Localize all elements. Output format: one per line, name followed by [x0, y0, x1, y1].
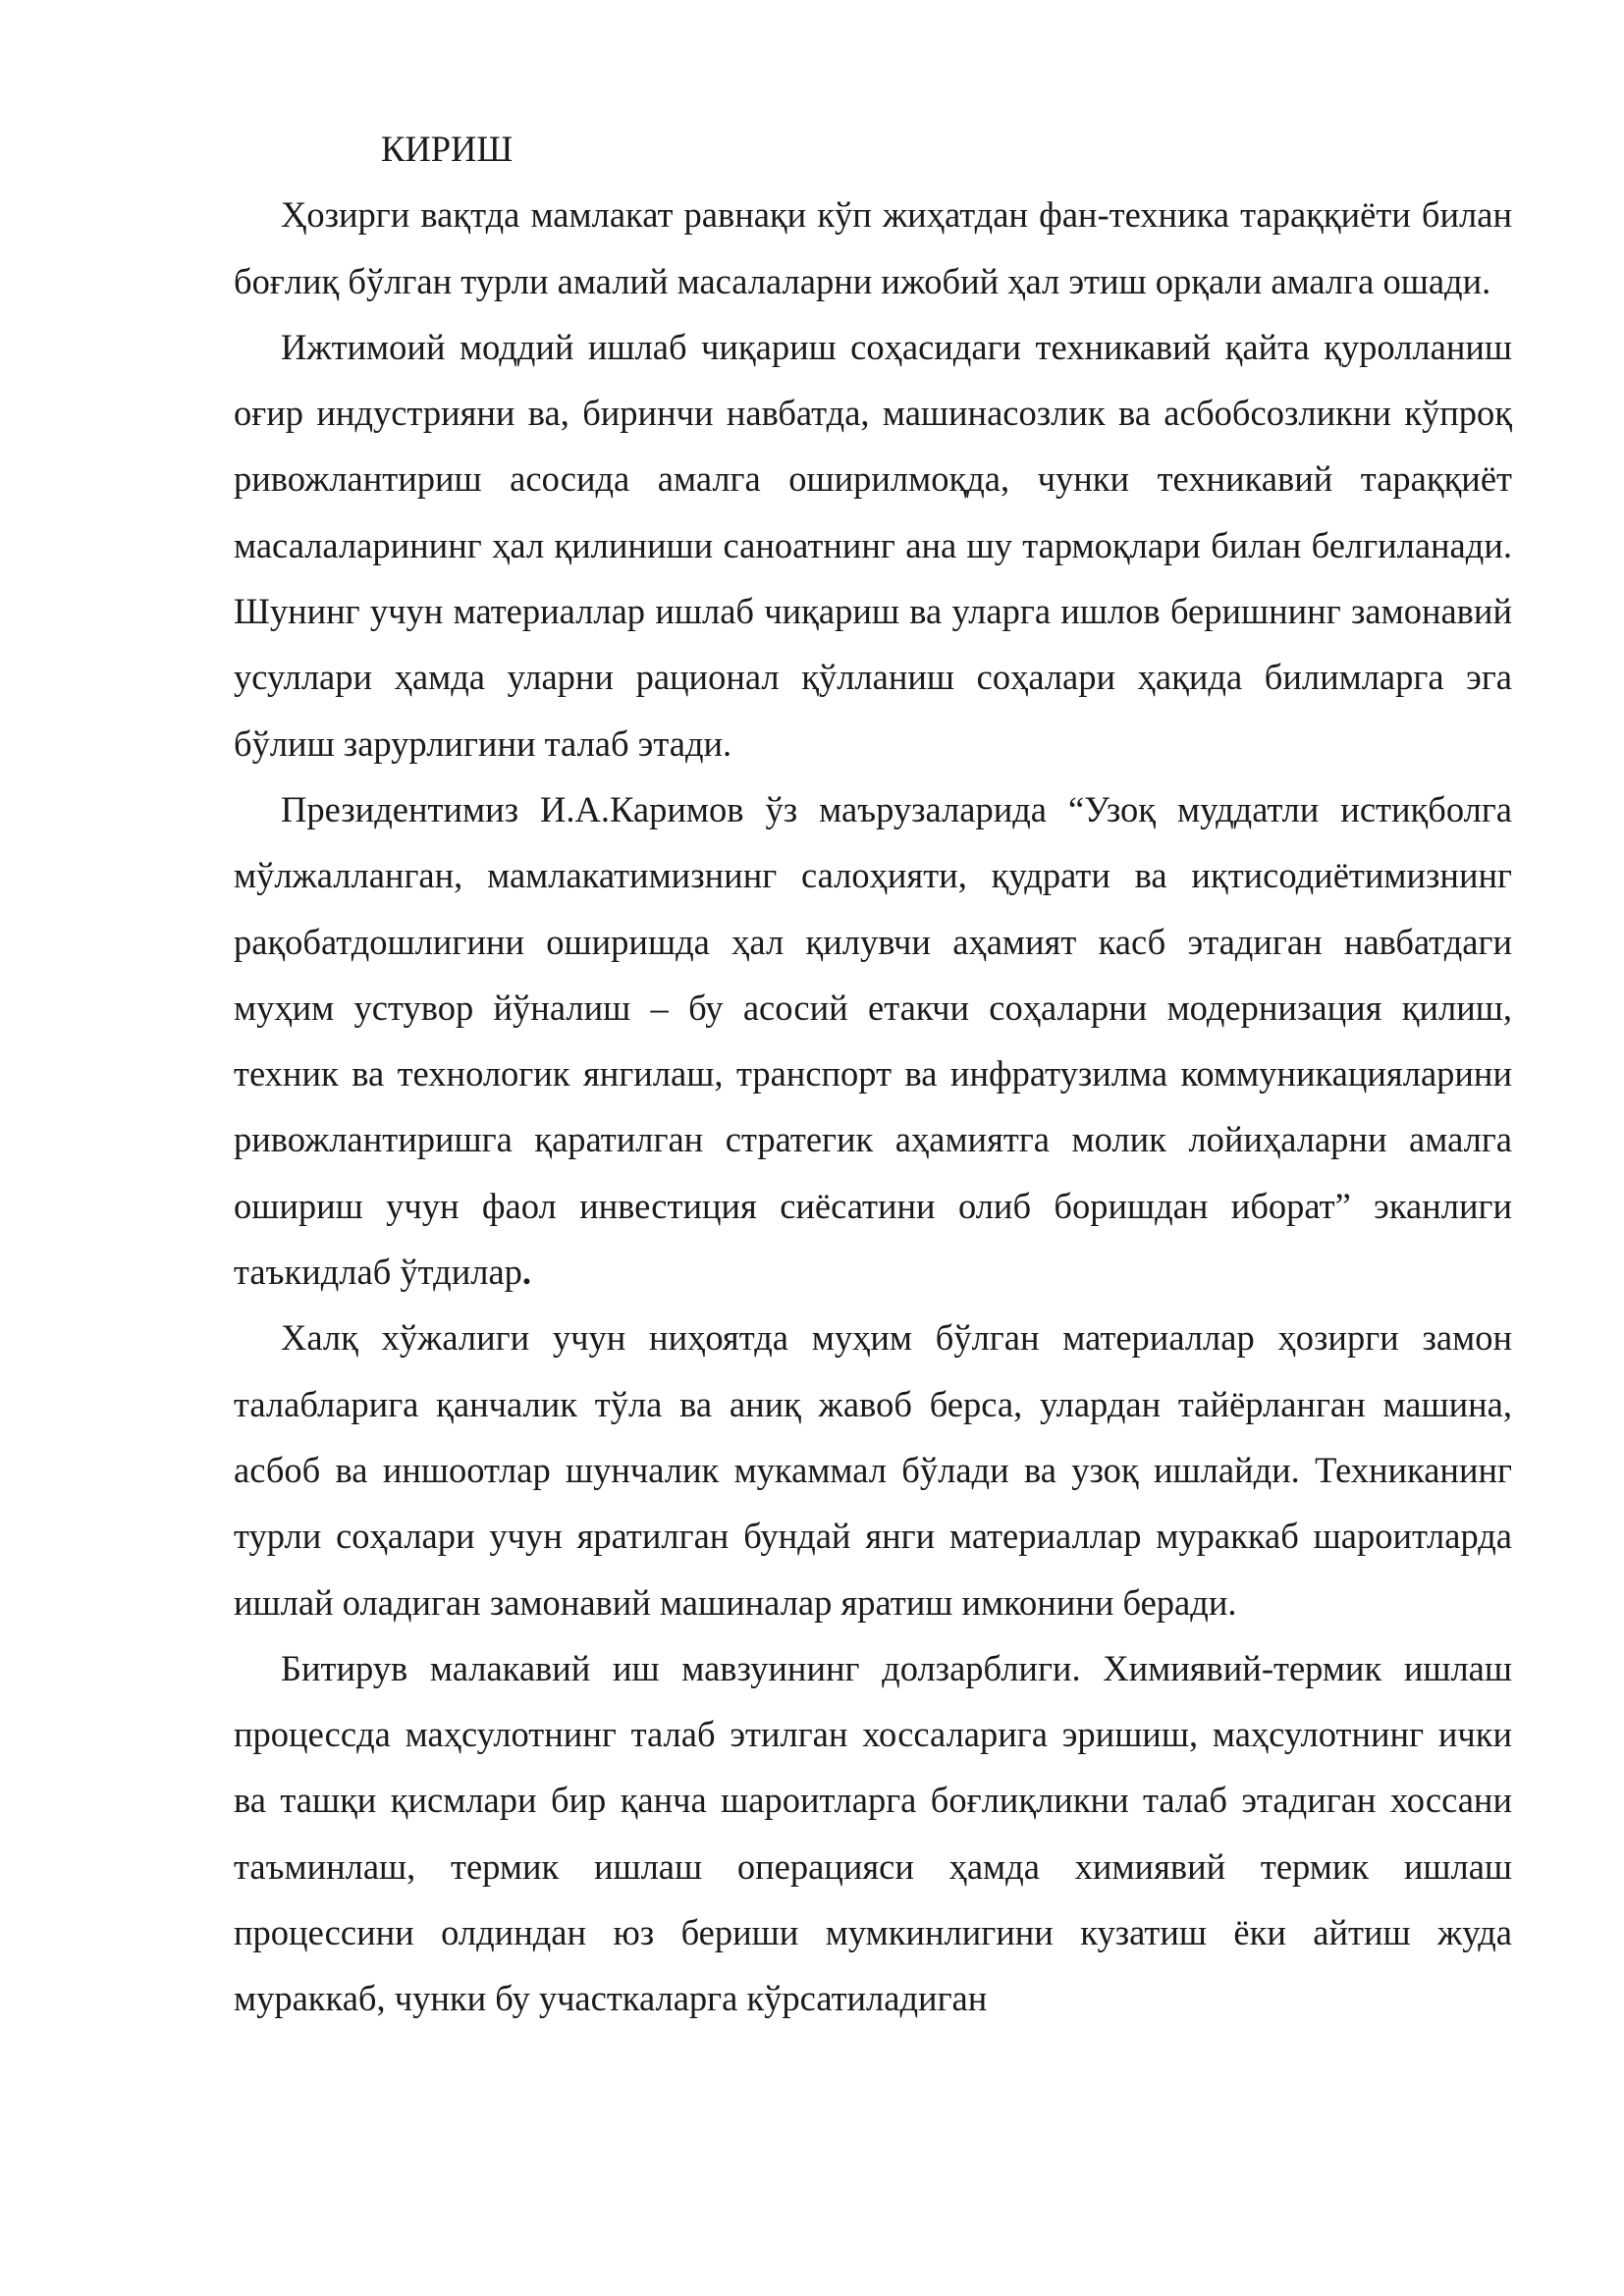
document-body — [234, 116, 1512, 2032]
paragraph-2: Ижтимоий моддий ишлаб чиқариш соҳасидаги техникавий қайта қуролланиш оғир индустрияни ва, биринчи навбатда, машинасозлик ва асбобсозликни кўпроқ ривожлантириш асосида амалга оширилмоқда, чунки техникавий тараққиёт масалаларининг ҳал қилиниши саноатнинг ана шу тармоқлари билан белгиланади. Шунинг учун материаллар ишлаб чиқариш ва уларга ишлов беришнинг замонавий усуллари ҳамда уларни рационал қўлланиш соҳалари ҳақида билимларга эга бўлиш зарурлигини талаб этади. — [234, 326, 1512, 764]
paragraph-3-text: Президентимиз И.А.Каримов ўз маърузаларида “Узоқ муддатли истиқболга мўлжалланган, мамлакатимизнинг салоҳияти, қудрати ва иқтисодиётимизнинг рақобатдошлигини оширишда ҳал қилувчи аҳамият касб этадиган навбатдаги муҳим устувор йўналиш – бу асосий етакчи соҳаларни модернизация қилиш, техник ва технологик янгилаш, транспорт ва инфратузилма коммуникацияларини ривожлантиришга қаратилган стратегик аҳамиятга молик лойиҳаларни амалга ошириш учун фаол инвестиция сиёсатини олиб боришдан иборат” эканлиги таъкидлаб ўтдилар — [234, 788, 1512, 1293]
paragraph-5: Битирув малакавий иш мавзуининг долзарблиги. Химиявий-термик ишлаш процессда маҳсулотнинг талаб этилган хоссаларига эришиш, маҳсулотнинг ички ва ташқи қисмлари бир қанча шароитларга боғлиқликни талаб этадиган хоссани таъминлаш, термик ишлаш операцияси ҳамда химиявий термик ишлаш процессини олдиндан юз бериши мумкинлигини кузатиш ёки айтиш жуда мураккаб, чунки бу участкаларга кўрсатиладиган — [234, 1647, 1512, 2019]
paragraph-4: Халқ хўжалиги учун ниҳоятда муҳим бўлган материаллар ҳозирги замон талабларига қанчалик тўла ва аниқ жавоб берса, улардан тайёрланган машина, асбоб ва иншоотлар шунчалик мукаммал бўлади ва узоқ ишлайди. Техниканинг турли соҳалари учун яратилган бундай янги материаллар мураккаб шароитларда ишлай оладиган замонавий машиналар яратиш имконини беради. — [234, 1317, 1512, 1623]
paragraph-3-end-mark: . — [521, 1252, 532, 1293]
section-heading: КИРИШ — [381, 129, 514, 169]
paragraph-3 — [234, 776, 1512, 1305]
paragraph-1: Ҳозирги вақтда мамлакат равнақи кўп жиҳатдан фан-техника тараққиёти билан боғлиқ бўлган турли амалий масалаларни ижобий ҳал этиш орқали амалга ошади. — [234, 194, 1512, 301]
